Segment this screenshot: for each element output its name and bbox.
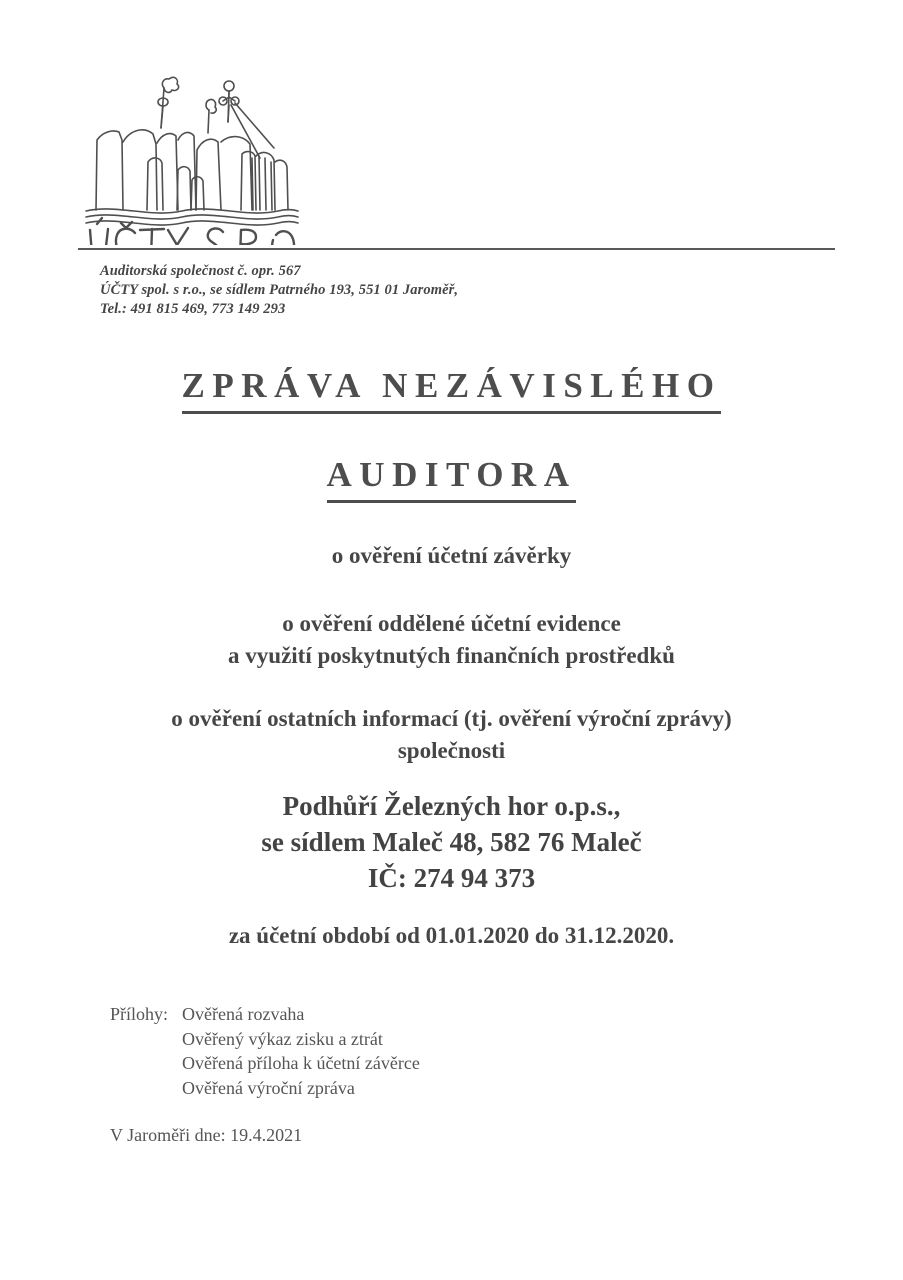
page-title-line1-text: ZPRÁVA NEZÁVISLÉHO	[182, 366, 722, 414]
ucty-sro-logo	[78, 70, 308, 245]
subtitle-ostatni-informace	[0, 703, 903, 767]
list-item: Ověřená rozvaha	[182, 1004, 305, 1024]
subtitle-evidence-line1: o ověření oddělené účetní evidence	[282, 611, 621, 636]
subtitle-evidence-line2: a využití poskytnutých finančních prostředků	[228, 643, 675, 668]
list-item: Ověřená výroční zpráva	[182, 1077, 355, 1098]
company-address: se sídlem Maleč 48, 582 76 Maleč	[261, 827, 642, 857]
firm-address-block	[100, 262, 458, 319]
page-title-line2	[0, 455, 903, 503]
place-and-date: V Jaroměři dne: 19.4.2021	[110, 1125, 303, 1145]
subtitle-ostatni-line1: o ověření ostatních informací (tj. ověření výroční zprávy)	[171, 706, 732, 731]
audited-company-block	[0, 788, 903, 896]
subtitle-ostatni-line2: společnosti	[397, 738, 506, 763]
subtitle-zaverka-text: o ověření účetní závěrky	[331, 543, 572, 568]
attachments-block	[110, 1002, 420, 1100]
attachments-list	[182, 1002, 420, 1100]
letterhead	[78, 70, 838, 245]
page-title-line2-text: AUDITORA	[327, 455, 577, 503]
firm-line-address: ÚČTY spol. s r.o., se sídlem Patrného 193, 551 01 Jaroměř,	[100, 282, 459, 298]
accounting-period: za účetní období od 01.01.2020 do 31.12.2020.	[228, 923, 675, 948]
firm-line-license: Auditorská společnost č. opr. 567	[100, 263, 301, 279]
letterhead-divider	[78, 248, 835, 250]
list-item: Ověřená příloha k účetní závěrce	[182, 1053, 420, 1073]
company-ico: IČ: 274 94 373	[367, 863, 536, 893]
company-name: Podhůří Železných hor o.p.s.,	[282, 791, 621, 821]
page-title-line1	[0, 366, 903, 414]
subtitle-zaverka	[0, 543, 903, 569]
list-item: Ověřený výkaz zisku a ztrát	[182, 1028, 383, 1049]
subtitle-evidence	[0, 608, 903, 672]
attachments-label: Přílohy:	[110, 1004, 169, 1024]
firm-line-phone: Tel.: 491 815 469, 773 149 293	[100, 301, 286, 317]
